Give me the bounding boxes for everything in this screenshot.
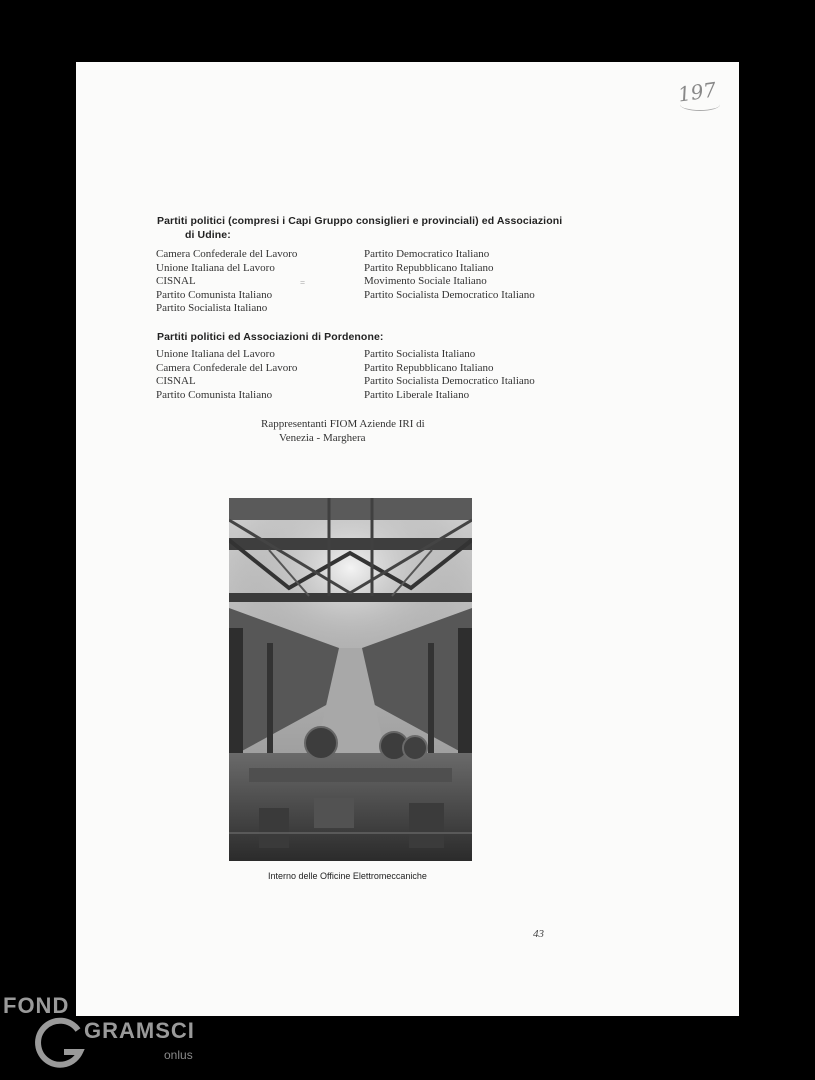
list-item: Partito Democratico Italiano bbox=[364, 248, 490, 260]
stamp-underline bbox=[680, 98, 720, 111]
list-item: CISNAL bbox=[156, 275, 196, 288]
udine-heading-line1: Partiti politici (compresi i Capi Gruppo consiglieri e provinciali) ed Associazioni bbox=[157, 215, 563, 227]
watermark-onlus: onlus bbox=[164, 1048, 193, 1062]
list-item: Partito Socialista Italiano bbox=[364, 348, 476, 360]
watermark-fond: FOND bbox=[3, 993, 70, 1018]
list-item: Partito Socialista Democratico Italiano bbox=[364, 375, 535, 388]
factory-interior-photo bbox=[229, 498, 472, 861]
list-item: CISNAL bbox=[156, 375, 196, 388]
pordenone-left-list bbox=[156, 348, 297, 402]
udine-heading-line2: di Udine: bbox=[185, 229, 231, 241]
list-item: Partito Repubblicano Italiano bbox=[364, 261, 494, 274]
list-item: Camera Confederale del Lavoro bbox=[156, 248, 298, 260]
fiom-caption-line2: Venezia - Marghera bbox=[279, 432, 366, 444]
udine-right-list bbox=[364, 248, 535, 302]
fiom-caption-line1: Rappresentanti FIOM Aziende IRI di bbox=[261, 418, 425, 430]
photo-caption: Interno delle Officine Elettromeccaniche bbox=[268, 871, 427, 881]
list-item: Partito Comunista Italiano bbox=[156, 288, 273, 301]
udine-left-list bbox=[156, 248, 297, 316]
pordenone-right-list bbox=[364, 348, 535, 402]
fiom-caption bbox=[261, 417, 425, 445]
list-item: Movimento Sociale Italiano bbox=[364, 275, 487, 288]
list-item: Unione Italiana del Lavoro bbox=[156, 261, 275, 274]
pordenone-heading: Partiti politici ed Associazioni di Pordenone: bbox=[157, 331, 384, 343]
list-item: Partito Socialista Italiano bbox=[156, 302, 268, 315]
stray-mark: = bbox=[300, 278, 306, 288]
list-item: Unione Italiana del Lavoro bbox=[156, 348, 275, 360]
udine-heading bbox=[157, 214, 562, 242]
list-item: Camera Confederale del Lavoro bbox=[156, 361, 298, 374]
list-item: Partito Comunista Italiano bbox=[156, 388, 273, 401]
list-item: Partito Liberale Italiano bbox=[364, 388, 470, 401]
page-number: 43 bbox=[533, 928, 544, 940]
list-item: Partito Repubblicano Italiano bbox=[364, 361, 494, 374]
list-item: Partito Socialista Democratico Italiano bbox=[364, 288, 535, 301]
archive-stamp-number: 197 bbox=[676, 77, 718, 107]
watermark-gramsci: GRAMSCI bbox=[84, 1018, 195, 1043]
watermark-logo-icon bbox=[34, 1016, 88, 1070]
